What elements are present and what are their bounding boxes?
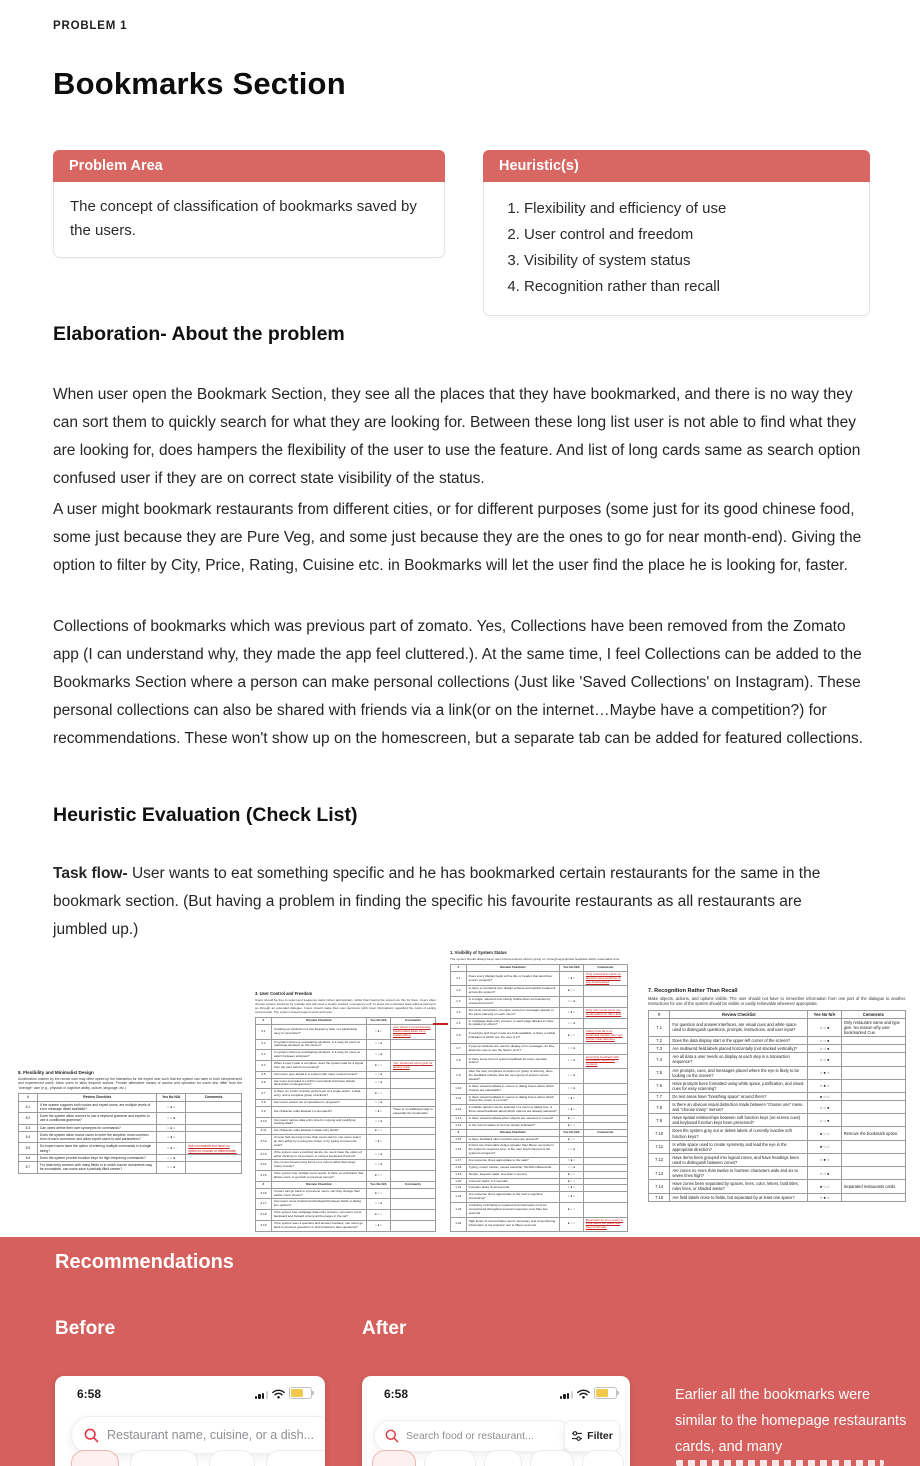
checklist-row: 3.4 When a user's task is complete, does the system wait for a signal from the user before processing? ● ○ ○ Yes, bookmark icons gets for saving mark [256, 1060, 436, 1071]
checklist-image-flexibility [18, 1070, 242, 1174]
problem-eyebrow: PROBLEM 1 [53, 20, 128, 32]
heuristic-item: 4. Recognition rather than recall [524, 275, 853, 299]
checklist-row: 7.10 Does the system gray out or delete labels of currently inactive soft function keys? ● ○ ○ Remove the bookmark option. [649, 1127, 906, 1140]
checklist-row: 1.23 Continuity of thinking is required and information must be remembered throughout several responses: less than two seconds ● ○ ○ [451, 1202, 628, 1217]
checklist-description: Users should be free to select and sequence tasks (when appropriate), rather than having the system do this for them. Users often choose system functions by mistake and will need a clearly marked "emergency exit" to leave the unwanted state without having to go through an extended dialogue. Users should make their own decisions (with clear information) regarding the costs of exiting current work. The system should support undo and redo. [255, 998, 436, 1015]
checklist-row: 3.2 In systems that use overlapping windows, is it easy for users to rearrange windows on the screen? ○ ○ ● [256, 1039, 436, 1050]
page-title: Bookmarks Section [53, 66, 346, 101]
checklist-row: 3.8 Can users cancel out of operations in progress? ○ ○ ● [256, 1099, 436, 1106]
category-chip[interactable] [582, 1450, 624, 1466]
wifi-icon [272, 1389, 285, 1399]
checklist-row: 8.2 Does the system allow novices to use a keyword grammar and experts to use a conditional grammar? ○ ○ ● [19, 1113, 242, 1125]
checklist-row: 3.19 If the system uses a question and answer interface, can users go back to previous questions or skip forward to later questions? ○ ● ○ [256, 1220, 436, 1231]
checklist-row: 7.8 Is there an obvious visual distinction made between "choose one" menu and "choose many" menus? ○ ○ ● [649, 1101, 906, 1114]
checklist-table: # Review Checklist Yes No N/A Comments 3.1 If setting up windows is a low-frequency task, is it particularly easy to remember? ○ ● ○ user doesn't remember/see bookmarked when he is bookmarking 3.2 In systems that use overlapping windows, is it easy for users to rearrange windows on the screen? ○ ○ ● 3.3 In systems that use overlapping windows, is it easy for users to switch between windows? ○ ○ ● 3.4 When a user's task is complete, does the system wait for a signal from the user before processing? ● ○ ○ Yes, bookmark icons gets for saving mark 3.5 Can users type ahead in a system with many nested menus? ○ ○ ● 3.6 Are users prompted to confirm commands that have drastic, destructive consequences? ○ ○ ● 3.7 Is there an "undo" function at the level of a single action, a data entry, and a complete group of actions? ● ○ ○ 3.8 Can users cancel out of operations in progress? ○ ○ ● 3.9 Are character edits allowed in commands? ○ ● ○ There is no additional step to especially the bookmarks 3.10 Can users reduce data entry time by copying and modifying existing data? ○ ○ ● 3.11 Are character edits allowed in data entry fields? ● ○ ○ 3.12 If menu lists are long (more than seven items), can users select an item either by moving the cursor or by typing a mnemonic code? ○ ● ○ 3.13 If the system uses a pointing device, do users have the option of either clicking on menu items or using a keyboard shortcut? ○ ○ ● 3.14 Are menus broad (many items on a menu) rather than deep (many levels)? ○ ○ ● 3.15 If the system has multiple menu levels, is there a mechanism that allows users to go back to previous menus? ● ○ ○ # Review Checklist Yes No N/A Comments 3.16 If users can go back to a previous menu, can they change their earlier menu choice? ● ○ ○ 3.17 Can users move forward and backward between fields or dialog box options? ○ ○ ● 3.18 If the system has multipage data entry screens, can users move backward and forward among all the pages in the set? ● ○ ○ 3.19 If the system uses a question and answer interface, can users go back to previous questions or skip forward to later questions? ○ ● ○ [255, 1017, 436, 1232]
checklist-row: 7.1 For question and answer interfaces, are visual cues and white space used to distinguish questions, prompts, instructions, and user input? ○ ○ ● Only restaurant name and type give. No reason why user bookmarked Cue. [649, 1018, 906, 1036]
before-label: Before [55, 1318, 116, 1339]
checklist-row: 1.13 Is there visual feedback when objects are selected or moved? ● ○ ○ [451, 1115, 628, 1122]
filter-chips-row [362, 1450, 630, 1466]
checklist-row: 1.14 Is the current status of an icon clearly indicated? ● ○ ○ [451, 1122, 628, 1129]
filter-chips-row [55, 1450, 325, 1466]
checklist-row: 1.16 If there are observable delays (greater than fifteen seconds) in the system's response time, is the user kept informed of the system's progress? ○ ○ ● [451, 1143, 628, 1158]
category-chip[interactable] [71, 1450, 119, 1466]
heuristics-list [500, 197, 853, 299]
battery-icon [594, 1387, 617, 1400]
checklist-row: 1.17 Are response times appropriate to the task? ○ ● ○ [451, 1157, 628, 1164]
category-chip[interactable] [266, 1450, 325, 1466]
checklist-image-visibility [450, 950, 628, 1232]
checklist-row: 3.11 Are character edits allowed in data entry fields? ● ○ ○ [256, 1128, 436, 1135]
checklist-row: 7.4 Are all data a user needs on display at each step in a transaction sequence? ○ ○ ● [649, 1053, 906, 1066]
task-flow-label: Task flow- [53, 865, 128, 882]
checklist-title: 1. Visibility of System Status [450, 950, 507, 955]
checklist-description: The system should always keep user informed about what is going on, through appropriate feedback within reasonable time. [450, 957, 621, 961]
checklist-row: 1.18 Typing, cursor motion, mouse selection: 50-150 milliseconds ○ ○ ● [451, 1164, 628, 1171]
checklist-row: 3.9 Are character edits allowed in commands? ○ ● ○ There is no additional step to especially the bookmarks [256, 1106, 436, 1117]
cellular-signal-icon [560, 1391, 573, 1399]
checklist-row: 1.4 Do menu instructions, prompts, and error messages appear in the same place(s) on each menu? ○ ● ○ Only only menu icons are bookmarked on other lists [451, 1007, 628, 1018]
checklist-row: 3.13 If the system uses a pointing device, do users have the option of either clicking on menu items or using a keyboard shortcut? ○ ○ ● [256, 1149, 436, 1160]
after-label: After [362, 1318, 407, 1339]
checklist-row: 1.11 Is there visual feedback in menus or dialog boxes about which choice the cursor is on now? ○ ● ○ [451, 1094, 628, 1105]
checklist-row: 7.3 Are multiword field labels placed horizontally (not stacked vertically)? ○ ○ ● [649, 1045, 906, 1053]
checklist-row: 3.10 Can users reduce data entry time by copying and modifying existing data? ○ ○ ● [256, 1117, 436, 1128]
status-bar [55, 1386, 325, 1402]
checklist-row: 7.11 Is white space used to create symmetry and lead the eye in the appropriate direction? ● ○ ○ [649, 1140, 906, 1153]
filter-sliders-icon [571, 1430, 583, 1442]
checklist-row: 7.6 Have prompts been formatted using white space, justification, and visual cues for easy scanning? ○ ● ○ [649, 1079, 906, 1092]
task-flow-text: User wants to eat something specific and he has bookmarked certain restaurants for the same in the bookmark section. (But having a problem in finding the specific his favourite restaurants as all restaurants are jumbled up.) [53, 865, 821, 938]
recommendation-note: Earlier all the bookmarks were similar to the homepage restaurants cards, and many [675, 1387, 907, 1455]
checklist-image-user-control [255, 991, 436, 1232]
checklist-table: # Review Checklist Yes No N/A Comments 7.1 For question and answer interfaces, are visual cues and white space used to distinguish questions, prompts, instructions, and user input? ○ ○ ● Only restaurant name and type give. No reason why user bookmarked Cue. 7.2 Does the data display start in the upper-left corner of the screen? ○ ○ ● 7.3 Are multiword field labels placed horizontally (not stacked vertically)? ○ ○ ● 7.4 Are all data a user needs on display at each step in a transaction sequence? ○ ○ ● 7.5 Are prompts, cues, and messages placed where the eye is likely to be looking on the screen? ○ ● ○ 7.6 Have prompts been formatted using white space, justification, and visual cues for easy scanning? ○ ● ○ 7.7 Do text areas have "breathing space" around them? ● ○ ○ 7.8 Is there an obvious visual distinction made between "choose one" menu and "choose many" menus? ○ ○ ● 7.9 Have spatial relationships between soft function keys (on-screen cues) and keyboard function keys been preserved? ○ ○ ● 7.10 Does the system gray out or delete labels of currently inactive soft function keys? ● ○ ○ Remove the bookmark option. 7.11 Is white space used to create symmetry and lead the eye in the appropriate direction? ● ○ ○ 7.12 Have items been grouped into logical zones, and have headings been used to distinguish between zones? ○ ● ○ 7.13 Are zones no more than twelve to fourteen characters wide and six to seven lines high? ○ ○ ● 7.14 Have zones been separated by spaces, lines, color, letters, bold titles, rules lines, or shaded areas? ● ○ ○ Separated restaurants cards 7.15 Are field labels close to fields, but separated by at least one space? ○ ● ○ [648, 1010, 906, 1202]
checklist-row: 8.7 For data entry screens with many fields or in which source documents may be incomplete, can users save a partially filled screen? ○ ○ ● [19, 1162, 242, 1174]
checklist-row: 1.19 Simple, frequent tasks: less than 1 second ● ○ ○ [451, 1171, 628, 1178]
checklist-title: 7. Recognition Rather Than Recall [648, 988, 738, 994]
status-time: 6:58 [384, 1387, 409, 1401]
after-phone-screenshot [362, 1376, 630, 1466]
checklist-row: 1.1 Does every display begin with a title or header that describes screen contents? ○ ● ○ Only restaurants cards on direction area and how or why bookmarked [451, 971, 628, 986]
status-time: 6:58 [77, 1387, 102, 1401]
checklist-row: 1.3 Is a single, selected icon clearly visible when surrounded by unselected icons? ○ ○ ● [451, 997, 628, 1008]
category-chip[interactable] [424, 1450, 476, 1466]
heuristics-header: Heuristic(s) [483, 150, 870, 182]
red-annotation-mark [433, 1023, 448, 1025]
elaboration-paragraph-2: A user might bookmark restaurants from different cities, or for different purposes (some just for its good chinese food, some just because they are Pure Veg, and some just because they are the ones to go for near month-end). Giving the option to filter by City, Price, Rating, Cuisine etc. in Bookmarks will let the user find the place he is looking for, faster. [53, 501, 862, 574]
checklist-row: 3.7 Is there an "undo" function at the level of a single action, a data entry, and a complete group of actions? ● ○ ○ [256, 1089, 436, 1100]
checklist-row: 1.9 After the user completes an action (or group of actions), does the feedback indicate that the next group of actions can be started? ○ ○ ● [451, 1069, 628, 1084]
category-chip[interactable] [130, 1450, 198, 1466]
elaboration-heading: Elaboration- About the problem [53, 323, 345, 345]
checklist-row: 1.20 Common tasks: 2-4 seconds ● ○ ○ [451, 1178, 628, 1185]
category-chip[interactable] [484, 1450, 522, 1466]
heuristic-item: 3. Visibility of system status [524, 249, 853, 273]
checklist-row: 7.7 Do text areas have "breathing space" around them? ● ○ ○ [649, 1092, 906, 1100]
category-chip[interactable] [209, 1450, 255, 1466]
checklist-row: 3.15 If the system has multiple menu levels, is there a mechanism that allows users to go back to previous menus? ● ○ ○ [256, 1171, 436, 1182]
category-chip[interactable] [530, 1450, 574, 1466]
wifi-icon [577, 1389, 590, 1399]
checklist-image-recognition [648, 988, 906, 1202]
checklist-row: 1.8 Is there some form of system feedback for every operator action? ○ ○ ● according feedback with information about the contents [451, 1054, 628, 1069]
checklist-row: 7.5 Are prompts, cues, and messages placed where the eye is likely to be looking on the screen? ○ ● ○ [649, 1066, 906, 1079]
checklist-row: 3.6 Are users prompted to confirm commands that have drastic, destructive consequences? ○ ○ ● [256, 1078, 436, 1089]
checklist-row: 1.7 If pop-up windows are used to display error messages, do they allow the user to see the field in error? ○ ○ ● [451, 1043, 628, 1054]
checklist-row: 3.12 If menu lists are long (more than seven items), can users select an item either by moving the cursor or by typing a mnemonic code? ○ ● ○ [256, 1135, 436, 1150]
checklist-row: 3.3 In systems that use overlapping windows, is it easy for users to switch between windows? ○ ○ ● [256, 1050, 436, 1061]
checklist-title: 8. Flexibility and Minimalist Design [18, 1070, 94, 1075]
category-chip[interactable] [372, 1450, 416, 1466]
problem-area-card [53, 150, 445, 258]
checklist-row: 7.13 Are zones no more than twelve to fourteen characters wide and six to seven lines high? ○ ○ ● [649, 1167, 906, 1180]
evaluation-heading: Heuristic Evaluation (Check List) [53, 804, 358, 826]
checklist-description: Accelerators unseen by the novice user may often speed up the interaction for the expert user such that the system can cater to both inexperienced and experienced users. Allow users to tailor frequent actions. Provide alternative means of access and operation for users who differ from the "average" user (e.g., physical or cognitive ability, culture, language, etc.) [18, 1077, 242, 1090]
checklist-row: 8.5 Do expert users have the option of entering multiple commands in a single string? ○ ● ○ Not commands but have no option to choose or differentiate. [19, 1143, 242, 1155]
checklist-row: 1.24 High levels of concentration aren't necessary and remembering information is not required: two to fifteen seconds ● ○ ○ Bookmark an icon needs to think about the place and then bookmark. [451, 1217, 628, 1232]
search-input[interactable] [71, 1416, 325, 1454]
battery-icon [289, 1387, 312, 1400]
checklist-title: 3. User Control and Freedom [255, 991, 313, 996]
checklist-row: 1.12 If multiple options can be selected in a menu or dialog box, is there visual feedback about which options are already selected? ○ ● ○ [451, 1105, 628, 1116]
search-input[interactable] [374, 1420, 572, 1452]
checklist-row: 7.2 Does the data display start in the upper-left corner of the screen? ○ ○ ● [649, 1037, 906, 1045]
heuristics-card [483, 150, 870, 316]
checklist-description: Make objects, actions, and options visible. The user should not have to remember information from one part of the dialogue to another. Instructions for use of the system should be visible or easily retrievable whenever appropriate. [648, 996, 906, 1007]
checklist-row: 8.1 If the system supports both novice and expert users, are multiple levels of error message detail available? ○ ● ○ [19, 1101, 242, 1113]
clipped-text-line [676, 1460, 884, 1466]
search-icon [385, 1429, 399, 1443]
recommendations-heading: Recommendations [55, 1251, 234, 1273]
elaboration-paragraph-1: When user open the Bookmark Section, they see all the places that they have bookmarked, and there is no way they can sort them to quickly search for what they are looking for. Between these long list user is not able to find what they are looking for, does hampers the flexibility of the user to use the feature. And list of long cards same as search option confused user if they are on correct state visibility of the status. [53, 386, 861, 487]
checklist-row: 3.5 Can users type ahead in a system with many nested menus? ○ ○ ● [256, 1071, 436, 1078]
checklist-row: 3.14 Are menus broad (many items on a menu) rather than deep (many levels)? ○ ○ ● [256, 1160, 436, 1171]
elaboration-paragraph-3: Collections of bookmarks which was previous part of zomato. Yes, Collections have been removed from the Zomato app (I can understand why, they made the app feel cluttered.). At the same time, I feel Collections can be added to the Bookmarks Section where a person can make personal collections (Just like 'Saved Collections' on Instagram). These personal collections can also be shared with friends via a link(or on the internet…Maybe have a competition?) for recommendations. These won't show up on the homescreen, but a separate tab can be added for featured collections. [53, 618, 864, 747]
before-phone-screenshot [55, 1376, 325, 1466]
heuristic-item: 1. Flexibility and efficiency of use [524, 197, 853, 221]
checklist-row: 8.3 Can users define their own synonyms for commands? ○ ● ○ [19, 1124, 242, 1131]
checklist-row: 1.6 If overtype and insert mode are both available, is there a visible indication of which one the user is in? ● ○ ○ Clarity how far is to bookmark section don't get further clear direction [451, 1029, 628, 1044]
filter-button[interactable] [564, 1420, 620, 1452]
search-placeholder: Search food or restaurant... [406, 1430, 534, 1442]
status-bar [362, 1386, 630, 1402]
problem-area-body: The concept of classification of bookmarks saved by the users. [70, 198, 417, 239]
checklist-row: 1.22 Are response times appropriate to the user's cognitive processing? ○ ● ○ [451, 1192, 628, 1203]
heuristic-item: 2. User control and freedom [524, 223, 853, 247]
checklist-row: 1.10 Is there visual feedback in menus or dialog boxes about which choices are selectable? ○ ○ ● [451, 1083, 628, 1094]
checklist-row: 1.15 Is there feedback when function keys are pressed? ● ○ ○ [451, 1136, 628, 1143]
checklist-table: # Review Checklist Yes No N/A Comments 8.1 If the system supports both novice and expert users, are multiple levels of error message detail available? ○ ● ○ 8.2 Does the system allow novices to use a keyword grammar and experts to use a conditional grammar? ○ ○ ● 8.3 Can users define their own synonyms for commands? ○ ● ○ 8.4 Does the system allow novice users to enter the simplest, most common form of each command, and allow expert users to add parameters? ○ ● ○ 8.5 Do expert users have the option of entering multiple commands in a single string? ○ ● ○ Not commands but have no option to choose or differentiate. 8.6 Does the system provide function keys for high-frequency commands? ○ ○ ● 8.7 For data entry screens with many fields or in which source documents may be incomplete, can users save a partially filled screen? ○ ○ ● [18, 1093, 242, 1173]
checklist-row: 8.6 Does the system provide function keys for high-frequency commands? ○ ○ ● [19, 1154, 242, 1161]
checklist-table: # Review Checklist Yes No N/A Comments 1.1 Does every display begin with a title or header that describes screen contents? ○ ● ○ Only restaurants cards on direction area and how or why bookmarked 1.2 Is there a consistent icon design scheme and stylistic treatment across the system? ● ○ ○ 1.3 Is a single, selected icon clearly visible when surrounded by unselected icons? ○ ○ ● 1.4 Do menu instructions, prompts, and error messages appear in the same place(s) on each menu? ○ ● ○ Only only menu icons are bookmarked on other lists 1.5 In multipage data entry screens, is each page labeled to show its relation to others? ○ ○ ● 1.6 If overtype and insert mode are both available, is there a visible indication of which one the user is in? ● ○ ○ Clarity how far is to bookmark section don't get further clear direction 1.7 If pop-up windows are used to display error messages, do they allow the user to see the field in error? ○ ○ ● 1.8 Is there some form of system feedback for every operator action? ○ ○ ● according feedback with information about the contents 1.9 After the user completes an action (or group of actions), does the feedback indicate that the next group of actions can be started? ○ ○ ● 1.10 Is there visual feedback in menus or dialog boxes about which choices are selectable? ○ ○ ● 1.11 Is there visual feedback in menus or dialog boxes about which choice the cursor is on now? ○ ● ○ 1.12 If multiple options can be selected in a menu or dialog box, is there visual feedback about which options are already selected? ○ ● ○ 1.13 Is there visual feedback when objects are selected or moved? ● ○ ○ 1.14 Is the current status of an icon clearly indicated? ● ○ ○ # Review Checklist Yes No N/A Comments 1.15 Is there feedback when function keys are pressed? ● ○ ○ 1.16 If there are observable delays (greater than fifteen seconds) in the system's response time, is the user kept informed of the system's progress? ○ ○ ● 1.17 Are response times appropriate to the task? ○ ● ○ 1.18 Typing, cursor motion, mouse selection: 50-150 milliseconds ○ ○ ● 1.19 Simple, frequent tasks: less than 1 second ● ○ ○ 1.20 Common tasks: 2-4 seconds ● ○ ○ 1.21 Complex tasks: 8-12 seconds ○ ● ○ 1.22 Are response times appropriate to the user's cognitive processing? ○ ● ○ 1.23 Continuity of thinking is required and information must be remembered throughout several responses: less than two seconds ● ○ ○ 1.24 High levels of concentration aren't necessary and remembering information is not required: two to fifteen seconds ● ○ ○ Bookmark an icon needs to think about the place and then bookmark. [450, 964, 628, 1232]
checklist-row: 7.15 Are field labels close to fields, but separated by at least one space? ○ ● ○ [649, 1193, 906, 1201]
checklist-row: 1.2 Is there a consistent icon design scheme and stylistic treatment across the system? ● ○ ○ [451, 986, 628, 997]
checklist-row: 7.14 Have zones been separated by spaces, lines, color, letters, bold titles, rules lines, or shaded areas? ● ○ ○ Separated restaurants cards [649, 1180, 906, 1193]
checklist-row: 7.9 Have spatial relationships between soft function keys (on-screen cues) and keyboard function keys been preserved? ○ ○ ● [649, 1114, 906, 1127]
checklist-row: 8.4 Does the system allow novice users to enter the simplest, most common form of each command, and allow expert users to add parameters? ○ ● ○ [19, 1131, 242, 1143]
problem-area-header: Problem Area [53, 150, 445, 182]
checklist-row: 3.1 If setting up windows is a low-frequency task, is it particularly easy to remember? ○ ● ○ user doesn't remember/see bookmarked when he is bookmarking [256, 1024, 436, 1039]
checklist-row: 3.16 If users can go back to a previous menu, can they change their earlier menu choice? ● ○ ○ [256, 1188, 436, 1199]
checklist-row: 1.5 In multipage data entry screens, is each page labeled to show its relation to others? ○ ○ ● [451, 1018, 628, 1029]
checklist-row: 7.12 Have items been grouped into logical zones, and have headings been used to distinguish between zones? ○ ● ○ [649, 1153, 906, 1166]
checklist-row: 1.21 Complex tasks: 8-12 seconds ○ ● ○ [451, 1185, 628, 1192]
checklist-row: 3.18 If the system has multipage data entry screens, can users move backward and forward among all the pages in the set? ● ○ ○ [256, 1210, 436, 1221]
cellular-signal-icon [255, 1391, 268, 1399]
search-placeholder: Restaurant name, cuisine, or a dish... [107, 1428, 315, 1442]
checklist-row: 3.17 Can users move forward and backward between fields or dialog box options? ○ ○ ● [256, 1199, 436, 1210]
task-flow-paragraph [53, 860, 853, 944]
search-icon [84, 1428, 99, 1443]
filter-button-label: Filter [587, 1430, 613, 1442]
